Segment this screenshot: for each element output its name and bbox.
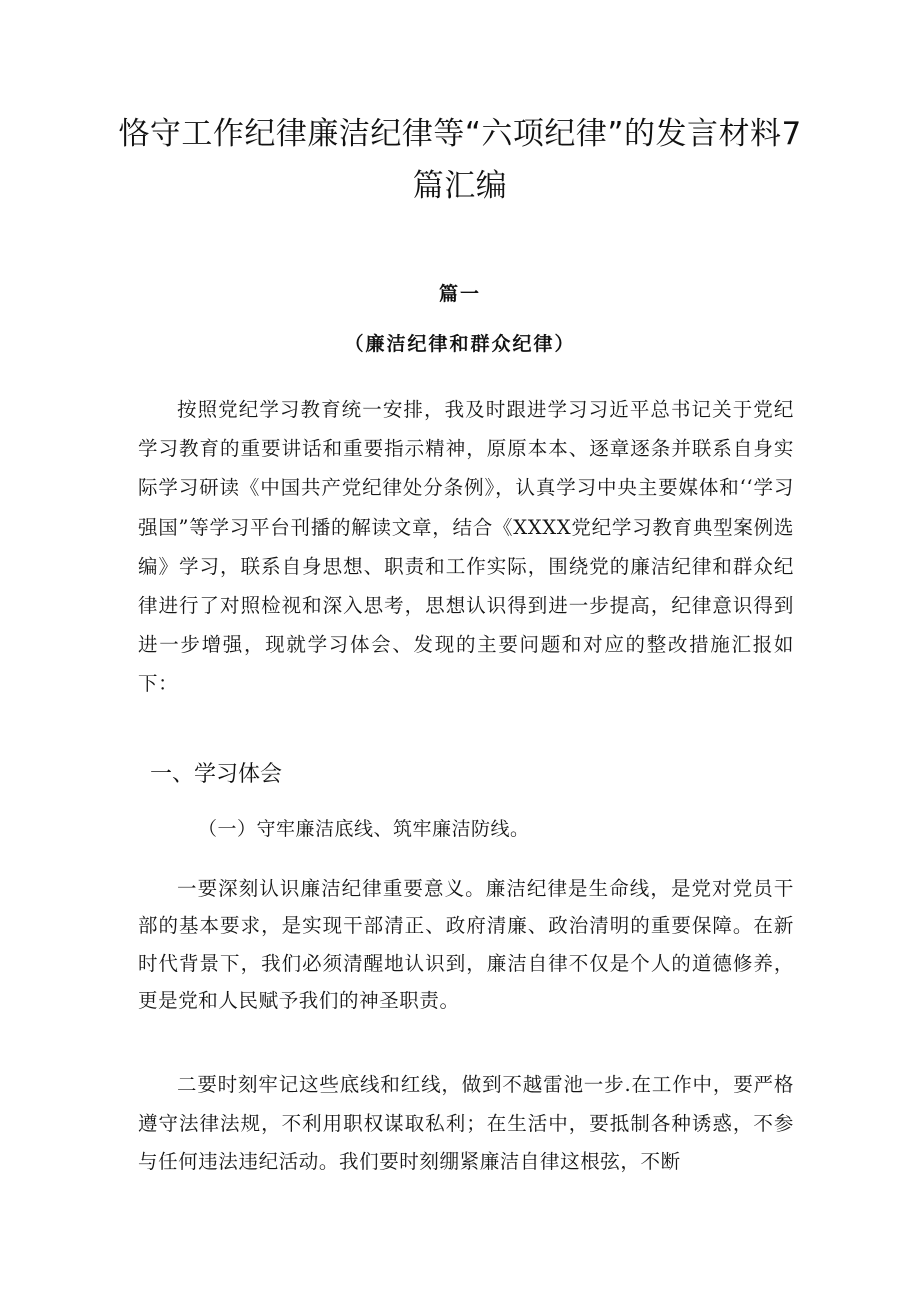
sub-heading: （一）守牢廉洁底线、筑牢廉洁防线。 (198, 818, 530, 840)
document-title: 恪守工作纪律廉洁纪律等“六项纪律”的发言材料7篇汇编 (118, 116, 802, 204)
section-label: 篇一 (438, 283, 481, 305)
body-paragraph-2: 二要时刻牢记这些底线和红线，做到不越雷池一步.在工作中，要严格遵守法律法规，不利用职权谋取私利；在生活中，要抵制各种诱惑，不参与任何违法违纪活动。我们要时刻绷紧廉洁自律这根弦，不断 (138, 1073, 794, 1174)
part-heading: 一、学习体会 (150, 762, 283, 787)
section-subtitle: （廉洁纪律和群众纪律） (344, 333, 576, 355)
body-paragraph-1: 一要深刻认识廉洁纪律重要意义。廉洁纪律是生命线，是党对党员干部的基本要求，是实现干部清正、政府清廉、政治清明的重要保障。在新时代背景下，我们必须清醒地认识到，廉洁自律不仅是个人的道德修养，更是党和人民赋予我们的神圣职责。 (138, 877, 794, 1013)
intro-paragraph: 按照党纪学习教育统一安排，我及时跟进学习习近平总书记关于党纪学习教育的重要讲话和重要指示精神，原原本本、逐章逐条并联系自身实际学习研读《中国共产党纪律处分条例》，认真学习中央主要媒体和‘‘学习强国”等学习平台刊播的解读文章，结合《XXXX党纪学习教育典型案例选编》学习，联系自身思想、职责和工作实际，围绕党的廉洁纪律和群众纪律进行了对照检视和深入思考，思想认识得到进一步提高，纪律意识得到进一步增强，现就学习体会、发现的主要问题和对应的整改措施汇报如下： (138, 398, 794, 696)
